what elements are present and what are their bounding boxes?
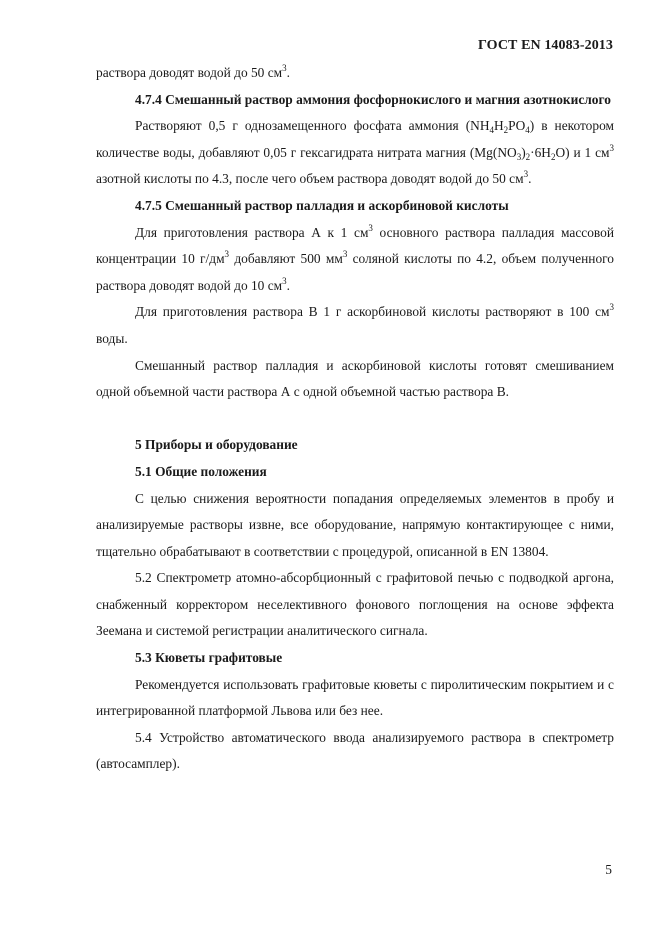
paragraph-mixing: Смешанный раствор палладия и аскорбиновой кислоты готовят смешиванием одной объемной части раствора А с одной объемной частью раствора В. <box>96 357 614 400</box>
section-spacer <box>96 406 614 433</box>
text-run: ·6H <box>530 144 551 160</box>
text-run: . <box>528 171 532 187</box>
text-run: азотной кислоты по 4.3, после чего объем раствора доводят водой до 50 см <box>96 171 524 187</box>
text-run: ) в некотором количестве воды, добавляют 0,05 г гексагидрата нитрата магния (Mg(NO <box>96 118 614 160</box>
section-heading-5-3: 5.3 Кюветы графитовые <box>135 650 283 666</box>
standard-code-header: ГОСТ EN 14083-2013 <box>478 38 613 53</box>
section-heading-4-7-4: 4.7.4 Смешанный раствор аммония фосфорнокислого и магния азотнокислого <box>135 91 611 107</box>
subscript: 4 <box>489 125 494 136</box>
superscript: 3 <box>282 63 287 73</box>
subscript: 4 <box>525 125 530 136</box>
section-heading-5-1: 5.1 Общие положения <box>135 463 267 479</box>
paragraph-5-4: 5.4 Устройство автоматического ввода анализируемого раствора в спектрометр (автосамплер). <box>96 729 614 772</box>
subscript: 2 <box>550 151 556 162</box>
text-run: раствора доводят водой до 50 см <box>96 65 283 80</box>
paragraph-solution-a <box>96 220 614 300</box>
superscript: 3 <box>368 222 373 233</box>
text-run: . <box>286 65 291 80</box>
text-run: Для приготовления раствора А к 1 см <box>135 224 369 240</box>
text-run: . <box>286 277 291 293</box>
section-heading-4-7-5: 4.7.5 Смешанный раствор палладия и аскорбиновой кислоты <box>135 197 509 213</box>
subscript: 3 <box>516 151 522 162</box>
subscript: 2 <box>525 151 531 162</box>
paragraph-4-7-4 <box>96 113 614 193</box>
superscript: 3 <box>224 249 230 260</box>
superscript: 3 <box>609 142 615 153</box>
text-run: O) и 1 см <box>555 144 610 160</box>
text-run: Растворяют 0,5 г однозамещенного фосфата аммония (NH <box>135 118 490 134</box>
paragraph-5-1: С целью снижения вероятности попадания определяемых элементов в пробу и анализируемые растворы извне, все оборудование, напрямую контактирующее с ними, тщательно обрабатывают в соответствии с процедурой, описанной в EN 13804. <box>96 490 614 559</box>
paragraph-5-2: 5.2 Спектрометр атомно-абсорбционный с графитовой печью с подводкой аргона, снабженный корректором неселективного фонового поглощения на основе эффекта Зеемана и системой регистрации аналитического сигнала. <box>96 570 614 639</box>
document-body <box>96 60 614 778</box>
section-heading-5: 5 Приборы и оборудование <box>135 437 298 453</box>
text-run: добавляют 500 мм <box>229 251 343 267</box>
paragraph-solution-b <box>96 299 614 352</box>
page-number: 5 <box>605 862 612 877</box>
text-run: основного раствора палладия массовой концентрации 10 г/дм <box>96 224 615 267</box>
paragraph-continuation <box>96 60 614 87</box>
superscript: 3 <box>609 302 614 313</box>
superscript: 3 <box>342 249 348 260</box>
paragraph-5-3: Рекомендуется использовать графитовые кюветы с пиролитическим покрытием и с интегрированной платформой Львова или без нее. <box>96 676 614 719</box>
text-run: ) <box>521 144 526 160</box>
text-run: Для приготовления раствора В 1 г аскорбиновой кислоты растворяют в 100 см <box>135 304 610 320</box>
text-run: соляной кислоты по 4.2, объем полученного раствора доводят водой до 10 см <box>96 251 614 293</box>
text-run: воды. <box>96 330 128 346</box>
superscript: 3 <box>282 275 287 286</box>
text-run: PO <box>508 118 526 134</box>
text-run: H <box>494 118 504 134</box>
superscript: 3 <box>523 169 529 180</box>
subscript: 2 <box>503 125 509 136</box>
